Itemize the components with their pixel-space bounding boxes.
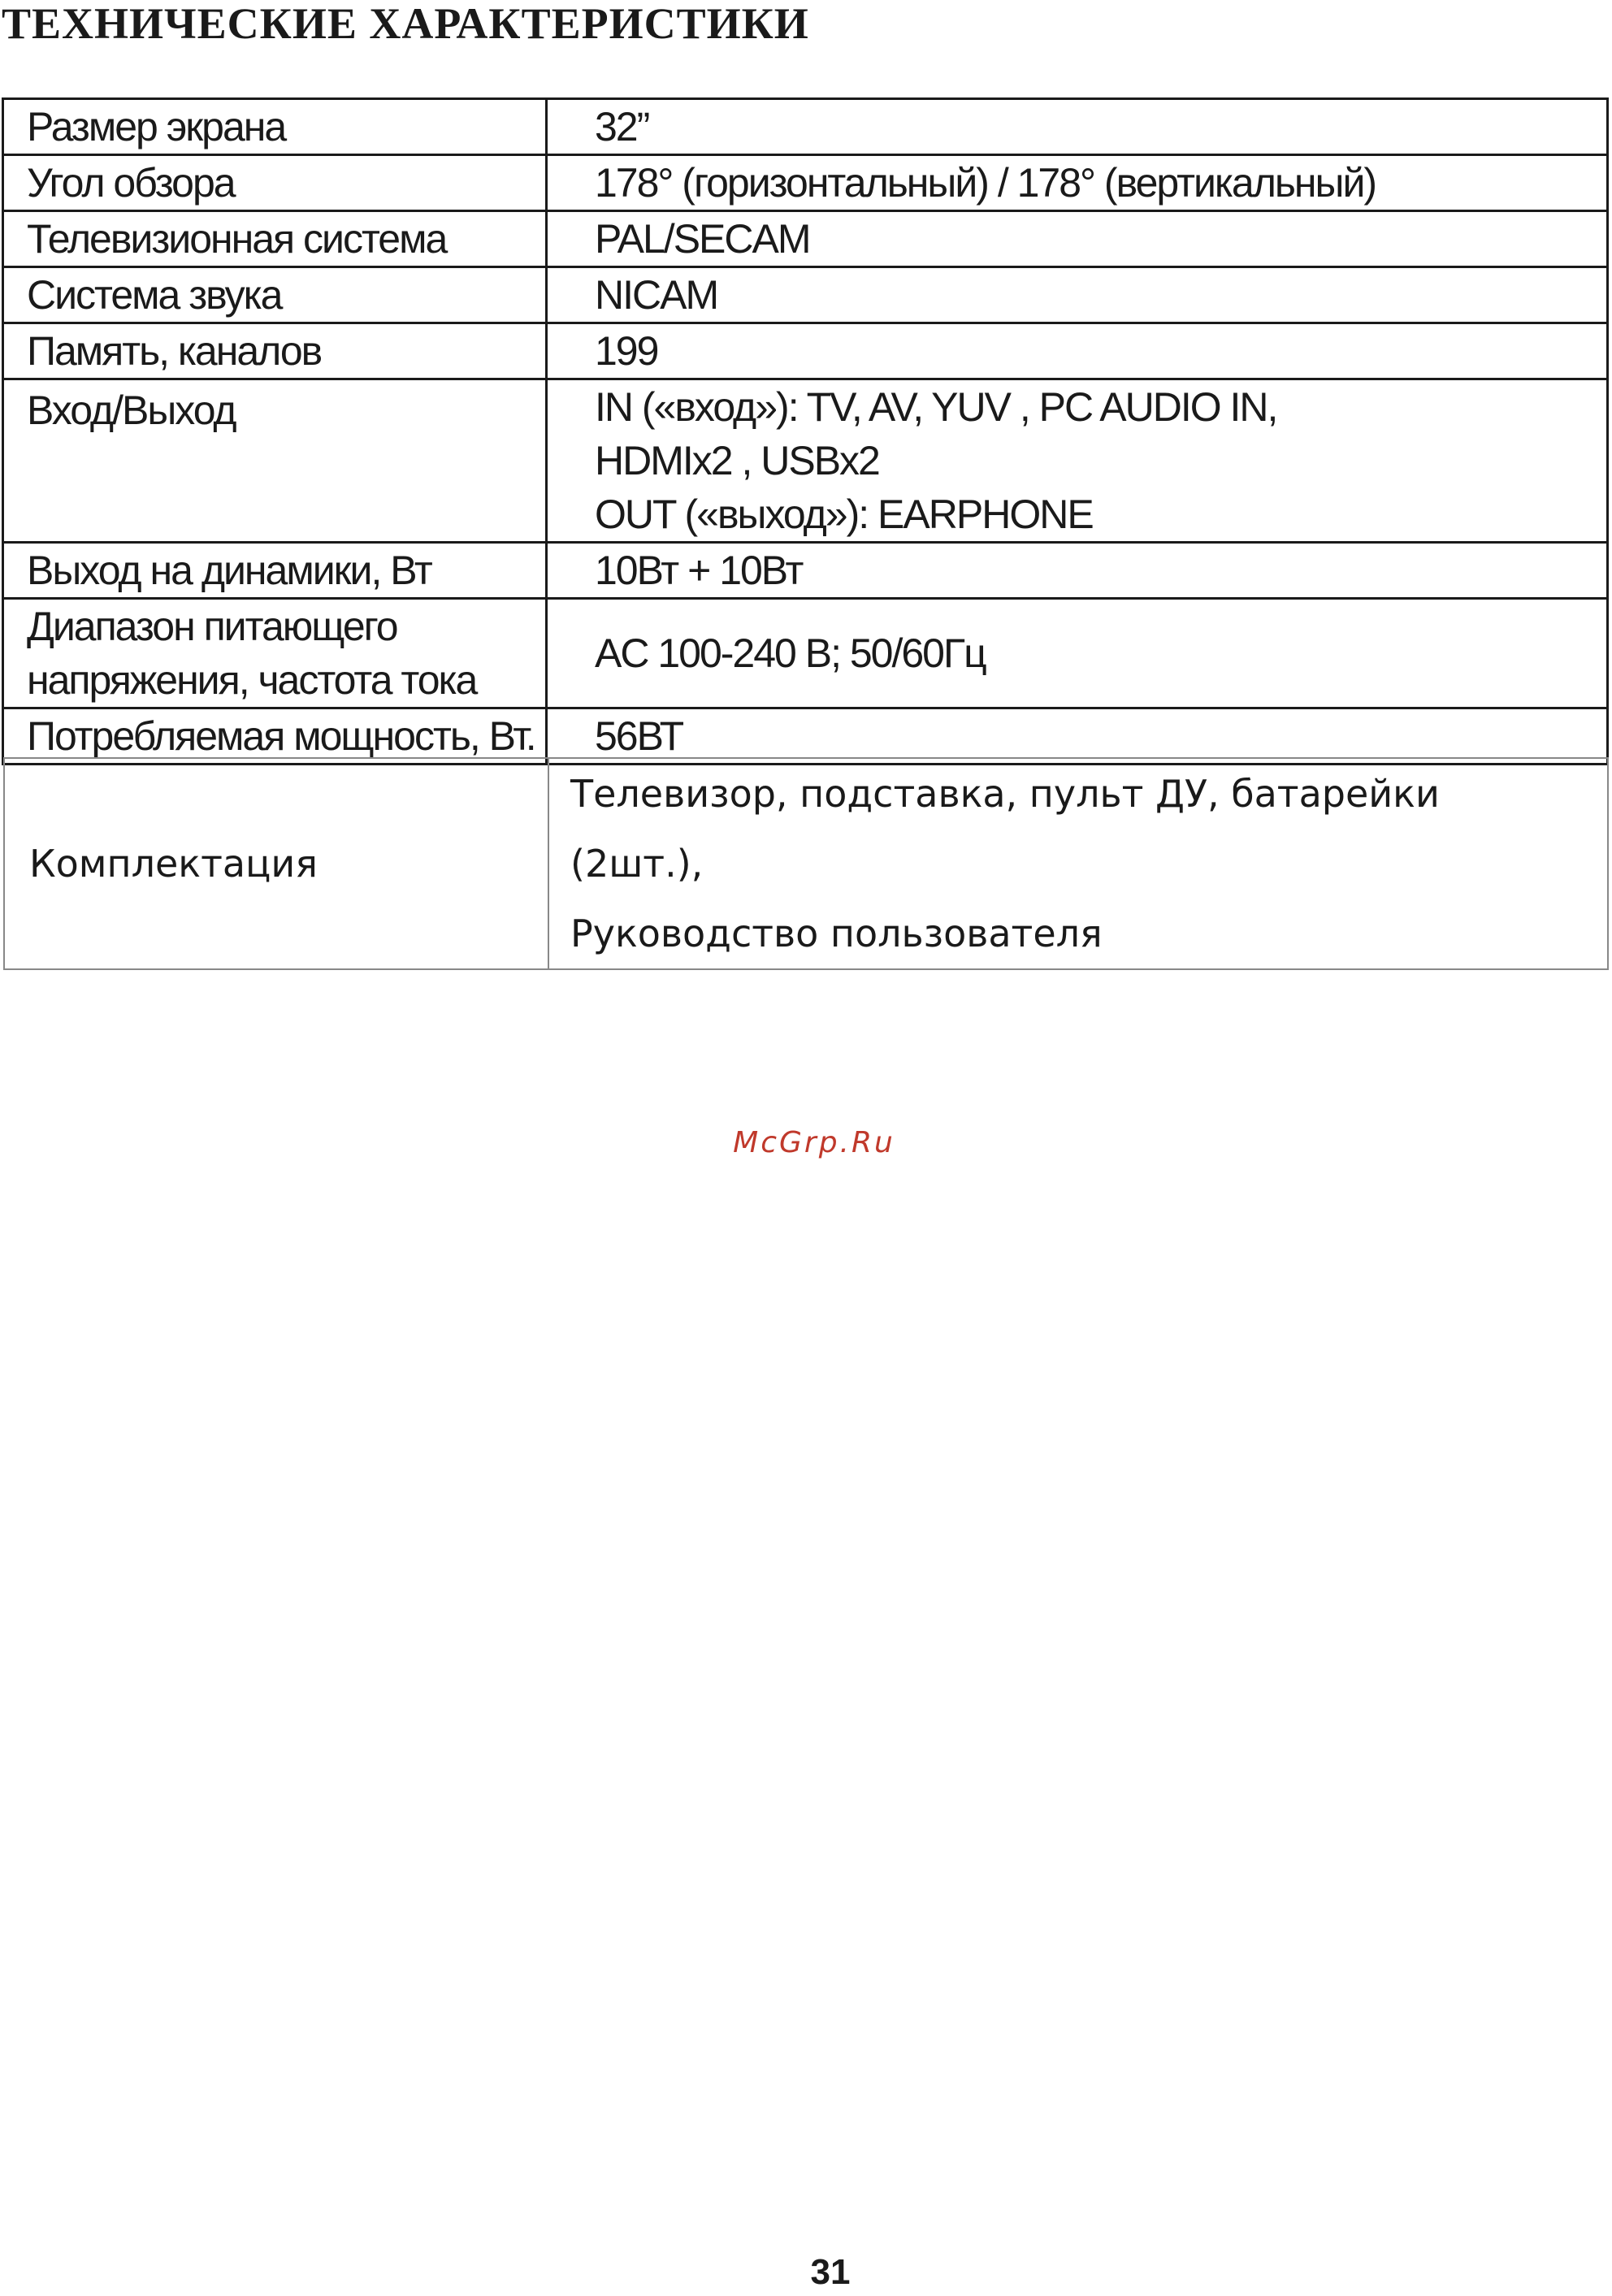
table-row — [3, 323, 1608, 379]
spec-label-channel-memory: Память, каналов — [3, 323, 547, 379]
page-number: 31 — [810, 2252, 851, 2292]
spec-label-speaker-output: Выход на динамики, Вт — [3, 543, 547, 599]
spec-value-viewing-angle: 178° (горизонтальный) / 178° (вертикальный) — [547, 155, 1608, 211]
spec-label-io: Вход/Выход — [3, 379, 547, 543]
power-supply-label-line-1: Диапазон питающего — [27, 604, 397, 649]
package-contents-table — [3, 757, 1609, 970]
spec-value-tv-system: PAL/SECAM — [547, 211, 1608, 267]
page-title: ТЕХНИЧЕСКИЕ ХАРАКТЕРИСТИКИ — [2, 0, 809, 48]
kit-value — [548, 758, 1608, 969]
table-row — [4, 758, 1608, 969]
spec-value-io — [547, 379, 1608, 543]
spec-value-power-consumption: 56ВТ — [547, 708, 1608, 765]
table-row — [3, 379, 1608, 543]
spec-value-speaker-output: 10Вт + 10Вт — [547, 543, 1608, 599]
spec-value-channel-memory: 199 — [547, 323, 1608, 379]
kit-line-1: Телевизор, подставка, пульт ДУ, батарейки (2шт.), — [570, 772, 1440, 886]
table-row — [3, 708, 1608, 765]
spec-label-viewing-angle: Угол обзора — [3, 155, 547, 211]
kit-label: Комплектация — [4, 758, 548, 969]
power-supply-label-line-2: напряжения, частота тока — [27, 657, 477, 703]
spec-value-power-supply: AC 100-240 В; 50/60Гц — [547, 599, 1608, 708]
io-line-ports: HDMIx2 , USBx2 — [595, 438, 879, 483]
kit-line-2: Руководство пользователя — [570, 912, 1103, 955]
spec-label-tv-system: Телевизионная система — [3, 211, 547, 267]
spec-value-screen-size: 32” — [547, 99, 1608, 155]
spec-value-sound-system: NICAM — [547, 267, 1608, 323]
table-row — [3, 599, 1608, 708]
specifications-table — [2, 97, 1609, 765]
spec-label-sound-system: Система звука — [3, 267, 547, 323]
table-row — [3, 267, 1608, 323]
table-row — [3, 211, 1608, 267]
table-row — [3, 155, 1608, 211]
table-row — [3, 543, 1608, 599]
table-row — [3, 99, 1608, 155]
spec-label-power-consumption: Потребляемая мощность, Вт. — [3, 708, 547, 765]
spec-label-power-supply — [3, 599, 547, 708]
watermark: McGrp.Ru — [733, 1126, 895, 1159]
io-line-in: IN («вход»): TV, AV, YUV , PC AUDIO IN, — [595, 384, 1277, 430]
spec-label-screen-size: Размер экрана — [3, 99, 547, 155]
io-line-out: OUT («выход»): EARPHONE — [595, 492, 1093, 537]
